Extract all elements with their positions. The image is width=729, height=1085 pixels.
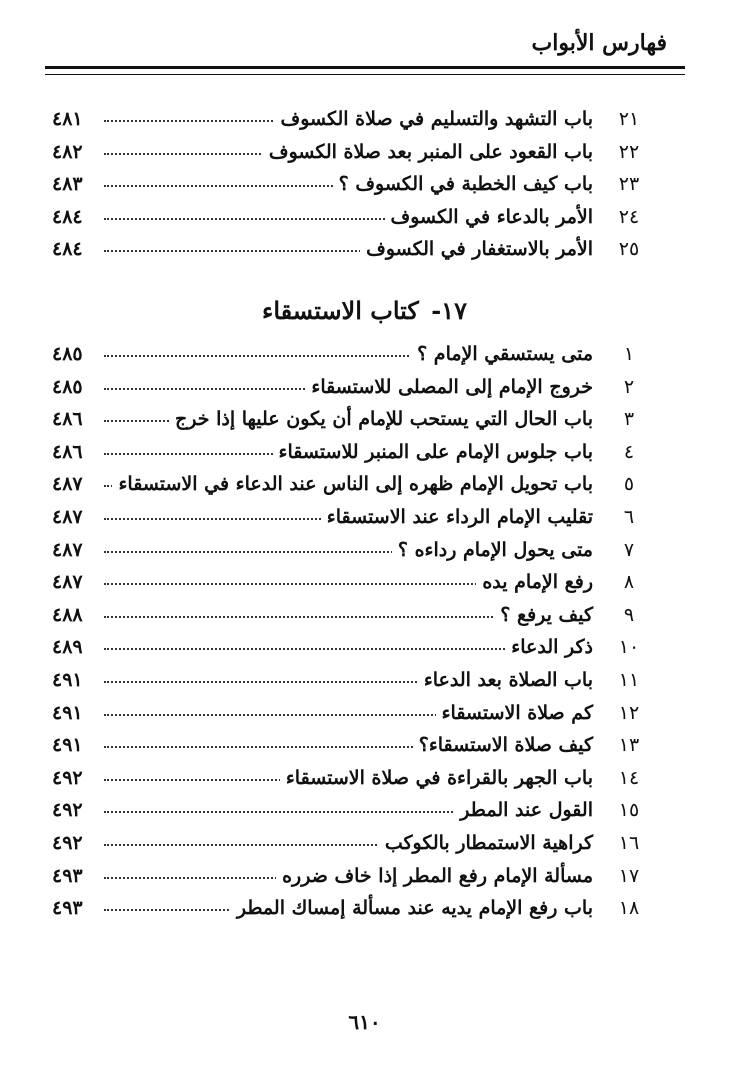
toc-entry bbox=[0, 371, 729, 404]
entry-page-number: ٤٨١ bbox=[52, 108, 83, 130]
section-title: كتاب الاستسقاء bbox=[262, 296, 419, 325]
entry-page-number: ٤٨٦ bbox=[52, 408, 83, 431]
entry-page-number: ٤٩١ bbox=[52, 701, 83, 724]
toc-entry bbox=[0, 827, 729, 860]
entry-title: باب القعود على المنبر بعد صلاة الكسوف bbox=[263, 136, 593, 169]
entry-number: ٥ bbox=[623, 473, 635, 496]
entry-title: كيف يرفع ؟ bbox=[494, 599, 593, 632]
toc-entry bbox=[0, 168, 729, 201]
toc-entry bbox=[0, 233, 729, 266]
entry-page-number: ٤٨٦ bbox=[52, 440, 83, 463]
toc-entry bbox=[0, 566, 729, 599]
entry-number: ٢٣ bbox=[618, 173, 640, 196]
entry-number: ٨ bbox=[623, 571, 635, 594]
entry-page-number: ٤٨٢ bbox=[52, 140, 83, 163]
toc-entry bbox=[0, 103, 729, 136]
page-number: ٦١٠ bbox=[348, 1010, 381, 1034]
entry-title: الأمر بالدعاء في الكسوف bbox=[385, 201, 593, 234]
entry-page-number: ٤٨٨ bbox=[52, 603, 83, 626]
entry-title: باب الجهر بالقراءة في صلاة الاستسقاء bbox=[280, 762, 593, 795]
running-header-title: فهارس الأبواب bbox=[531, 30, 667, 56]
entry-page-number: ٤٨٧ bbox=[52, 571, 83, 594]
entry-page-number: ٤٨٧ bbox=[52, 505, 83, 528]
toc-entry bbox=[0, 501, 729, 534]
entry-page-number: ٤٨٤ bbox=[52, 238, 83, 261]
entry-number: ٤ bbox=[623, 440, 635, 463]
toc-entry bbox=[0, 697, 729, 730]
entry-title: الأمر بالاستغفار في الكسوف bbox=[360, 233, 593, 266]
entry-number: ١١ bbox=[618, 668, 640, 691]
entry-page-number: ٤٨٤ bbox=[52, 205, 83, 228]
entry-title: كيف صلاة الاستسقاء؟ bbox=[413, 729, 593, 762]
entry-page-number: ٤٩١ bbox=[52, 668, 83, 691]
entry-title: باب تحويل الإمام ظهره إلى الناس عند الدعاء في الاستسقاء bbox=[112, 468, 593, 501]
entry-number: ١٦ bbox=[618, 831, 640, 854]
entries-group-kusuf bbox=[0, 103, 729, 266]
entry-page-number: ٤٨٥ bbox=[52, 343, 83, 365]
entry-title: متى يحول الإمام رداءه ؟ bbox=[392, 534, 593, 567]
toc-entry bbox=[0, 631, 729, 664]
toc-entry bbox=[0, 729, 729, 762]
entry-number: ٣ bbox=[623, 408, 635, 431]
entry-page-number: ٤٩٢ bbox=[52, 799, 83, 822]
entry-title: مسألة الإمام رفع المطر إذا خاف ضرره bbox=[276, 860, 593, 893]
entry-page-number: ٤٨٣ bbox=[52, 173, 83, 196]
toc-entry bbox=[0, 892, 729, 925]
entry-number: ١٣ bbox=[618, 734, 640, 757]
entry-page-number: ٤٩٢ bbox=[52, 831, 83, 854]
toc-entry bbox=[0, 136, 729, 169]
entry-title: ذكر الدعاء bbox=[505, 631, 593, 664]
entry-page-number: ٤٩٣ bbox=[52, 864, 83, 887]
toc-entry bbox=[0, 201, 729, 234]
toc-entry bbox=[0, 599, 729, 632]
entry-title: القول عند المطر bbox=[454, 794, 593, 827]
entry-page-number: ٤٨٧ bbox=[52, 473, 83, 496]
toc-entry bbox=[0, 468, 729, 501]
entry-title: باب جلوس الإمام على المنبر للاستسقاء bbox=[273, 436, 593, 469]
entry-number: ٢١ bbox=[618, 108, 640, 130]
toc-entry bbox=[0, 860, 729, 893]
entry-number: ١٠ bbox=[618, 636, 640, 659]
entry-number: ١٨ bbox=[618, 897, 640, 920]
entry-title: كم صلاة الاستسقاء bbox=[436, 697, 593, 730]
toc-entry bbox=[0, 403, 729, 436]
entry-number: ٢٥ bbox=[618, 238, 640, 261]
toc-entry bbox=[0, 534, 729, 567]
entry-title: باب الحال التي يستحب للإمام أن يكون عليها إذا خرج bbox=[169, 403, 593, 436]
entry-number: ١ bbox=[623, 343, 635, 365]
entry-title: كراهية الاستمطار بالكوكب bbox=[379, 827, 593, 860]
entries-group-istisqa bbox=[0, 338, 729, 925]
entry-title: باب الصلاة بعد الدعاء bbox=[418, 664, 593, 697]
entry-number: ١٧ bbox=[618, 864, 640, 887]
entry-title: باب التشهد والتسليم في صلاة الكسوف bbox=[275, 103, 593, 136]
entry-page-number: ٤٨٩ bbox=[52, 636, 83, 659]
entry-number: ٢٢ bbox=[618, 140, 640, 163]
toc-entry bbox=[0, 436, 729, 469]
header-rule-thin bbox=[45, 74, 685, 75]
entry-title: باب كيف الخطبة في الكسوف ؟ bbox=[333, 168, 593, 201]
entry-page-number: ٤٩٢ bbox=[52, 766, 83, 789]
entry-number: ٢٤ bbox=[618, 205, 640, 228]
entry-number: ٦ bbox=[623, 505, 635, 528]
entry-title: متى يستسقي الإمام ؟ bbox=[411, 338, 593, 371]
section-number: ١٧- bbox=[431, 296, 467, 325]
entry-page-number: ٤٩١ bbox=[52, 734, 83, 757]
entry-number: ١٥ bbox=[618, 799, 640, 822]
entry-number: ٢ bbox=[623, 375, 635, 398]
toc-entry bbox=[0, 762, 729, 795]
entry-title: تقليب الإمام الرداء عند الاستسقاء bbox=[321, 501, 593, 534]
entry-number: ١٢ bbox=[618, 701, 640, 724]
entry-number: ٧ bbox=[623, 538, 635, 561]
entry-number: ١٤ bbox=[618, 766, 640, 789]
entry-number: ٩ bbox=[623, 603, 635, 626]
entry-page-number: ٤٩٣ bbox=[52, 897, 83, 920]
header-rule-thick bbox=[45, 66, 685, 69]
entry-title: رفع الإمام يده bbox=[476, 566, 593, 599]
entry-page-number: ٤٨٧ bbox=[52, 538, 83, 561]
section-heading bbox=[0, 296, 729, 325]
toc-entry bbox=[0, 664, 729, 697]
entry-page-number: ٤٨٥ bbox=[52, 375, 83, 398]
toc-entry bbox=[0, 794, 729, 827]
toc-entry bbox=[0, 338, 729, 371]
entry-title: خروج الإمام إلى المصلى للاستسقاء bbox=[305, 371, 593, 404]
entry-title: باب رفع الإمام يديه عند مسألة إمساك المطر bbox=[231, 892, 593, 925]
